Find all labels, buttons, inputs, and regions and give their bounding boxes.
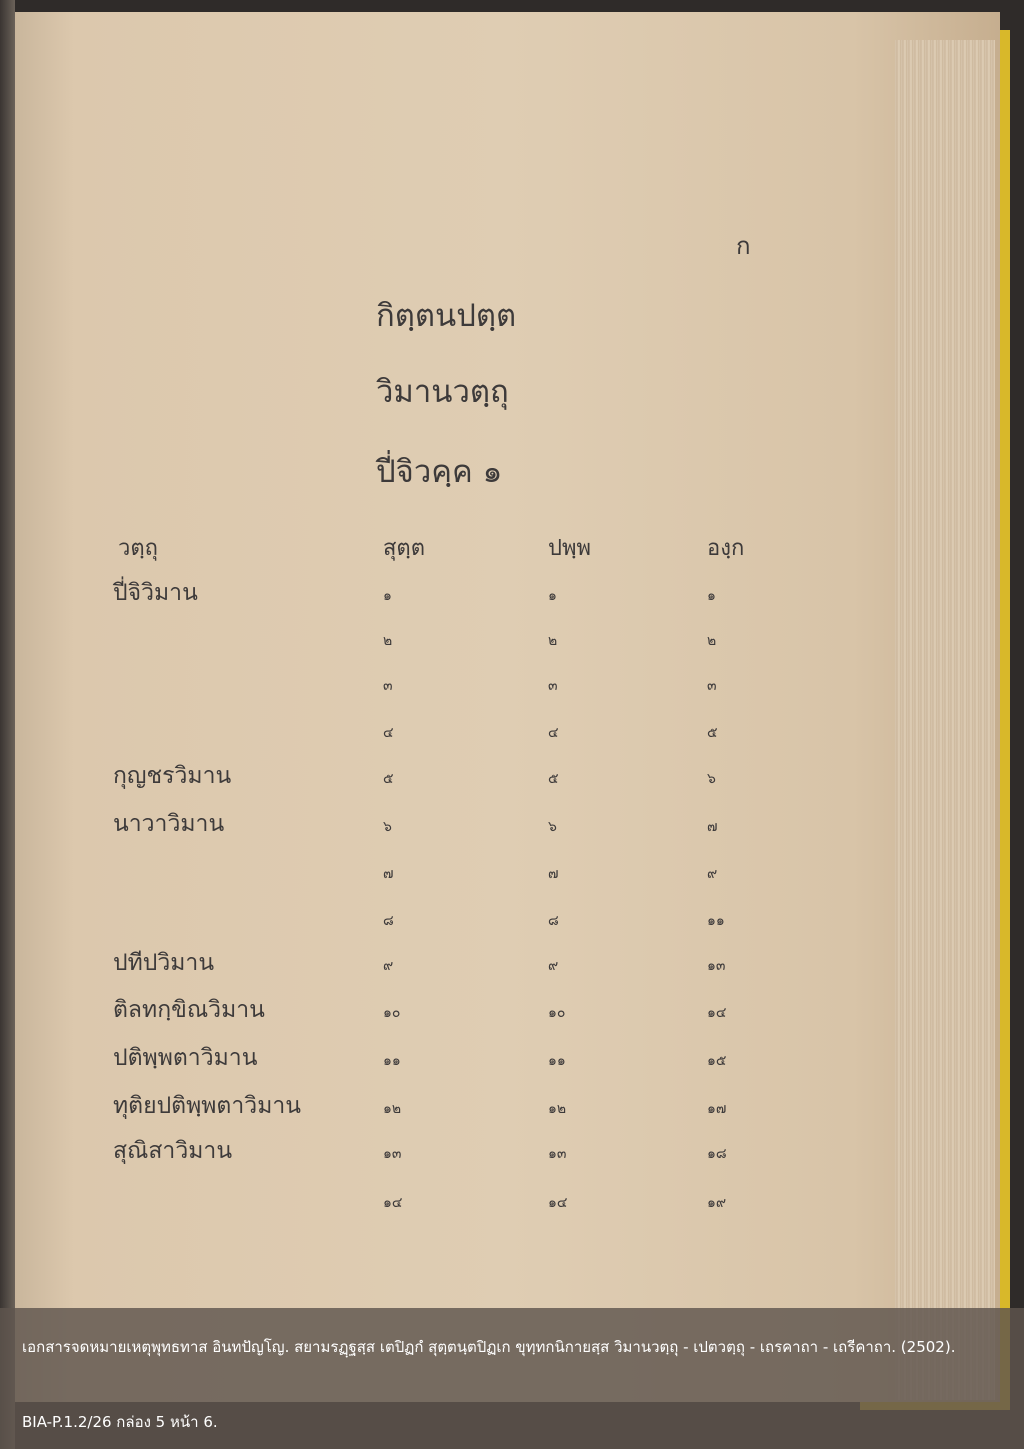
row-anga-number: ๑๔: [707, 1005, 727, 1021]
row-anga-number: ๑๓: [707, 958, 726, 974]
row-pabba-number: ๑๐: [548, 1005, 566, 1021]
table-row: [0, 1040, 1024, 1080]
caption-archive-id: BIA-P.1.2/26 กล่อง 5 หน้า 6.: [22, 1413, 218, 1431]
row-sutta-number: ๑: [383, 588, 392, 604]
row-sutta-number: ๙: [383, 958, 394, 974]
row-sutta-number: ๔: [383, 725, 394, 741]
column-header-story: วตฺถุ: [118, 536, 158, 561]
row-story-name: ปทีปวิมาน: [113, 950, 215, 976]
row-pabba-number: ๑๑: [548, 1053, 566, 1069]
row-anga-number: ๑๗: [707, 1101, 727, 1117]
table-row: [0, 1133, 1024, 1173]
row-anga-number: ๑๘: [707, 1146, 727, 1162]
row-pabba-number: ๖: [548, 819, 557, 835]
row-pabba-number: ๕: [548, 771, 559, 787]
row-pabba-number: ๑๓: [548, 1146, 567, 1162]
title-vimanavatthu: วิมานวตฺถุ: [376, 374, 509, 410]
row-anga-number: ๙: [707, 866, 718, 882]
table-row: [0, 853, 1024, 893]
row-sutta-number: ๑๒: [383, 1101, 402, 1117]
table-row: [0, 758, 1024, 798]
row-anga-number: ๕: [707, 725, 718, 741]
row-sutta-number: ๖: [383, 819, 392, 835]
row-story-name: กุญชรวิมาน: [113, 763, 232, 789]
row-anga-number: ๗: [707, 819, 718, 835]
row-sutta-number: ๑๑: [383, 1053, 401, 1069]
row-sutta-number: ๑๔: [383, 1195, 403, 1211]
page-number: ก: [736, 232, 751, 260]
row-sutta-number: ๗: [383, 866, 394, 882]
row-anga-number: ๑๑: [707, 913, 725, 929]
title-kittanapatta: กิตฺตนปตฺต: [376, 298, 517, 334]
table-row: [0, 575, 1024, 615]
table-row: [0, 945, 1024, 985]
table-row: [0, 1182, 1024, 1222]
row-sutta-number: ๒: [383, 633, 393, 649]
row-sutta-number: ๓: [383, 678, 393, 694]
row-pabba-number: ๒: [548, 633, 558, 649]
row-story-name: ปติพฺพตาวิมาน: [113, 1045, 258, 1071]
row-story-name: ทุติยปติพฺพตาวิมาน: [113, 1093, 301, 1119]
table-row: [0, 712, 1024, 752]
table-row: [0, 992, 1024, 1032]
row-sutta-number: ๘: [383, 913, 394, 929]
row-pabba-number: ๙: [548, 958, 559, 974]
table-row: [0, 806, 1024, 846]
row-pabba-number: ๑: [548, 588, 557, 604]
row-anga-number: ๑๕: [707, 1053, 727, 1069]
caption-citation: เอกสารจดหมายเหตุพุทธทาส อินทปัญโญ. สยามรฏฺฐสฺส เตปิฏกํ สุตฺตนฺตปิฏเก ขุทฺทกนิกายสฺส วิมานวตฺถุ - เปตวตฺถุ - เถรคาถา - เถรีคาถา. (2502).: [22, 1338, 956, 1356]
row-sutta-number: ๑๓: [383, 1146, 402, 1162]
row-story-name: ติลทกฺขิณวิมาน: [113, 997, 265, 1023]
column-header-pabba: ปพฺพ: [548, 536, 591, 561]
table-row: [0, 665, 1024, 705]
row-anga-number: ๖: [707, 771, 716, 787]
column-header-anga: องฺก: [707, 536, 745, 561]
column-header-sutta: สุตฺต: [383, 536, 426, 561]
row-pabba-number: ๓: [548, 678, 558, 694]
title-pijivagga: ปี่จิวคฺค ๑: [376, 454, 503, 490]
row-pabba-number: ๔: [548, 725, 559, 741]
row-pabba-number: ๑๒: [548, 1101, 567, 1117]
table-row: [0, 620, 1024, 660]
row-pabba-number: ๗: [548, 866, 559, 882]
row-anga-number: ๑: [707, 588, 716, 604]
row-pabba-number: ๑๔: [548, 1195, 568, 1211]
row-anga-number: ๒: [707, 633, 717, 649]
row-story-name: ปี่จิวิมาน: [113, 580, 198, 606]
row-story-name: นาวาวิมาน: [113, 811, 225, 837]
row-anga-number: ๓: [707, 678, 717, 694]
row-story-name: สุณิสาวิมาน: [113, 1138, 233, 1164]
row-pabba-number: ๘: [548, 913, 559, 929]
table-row: [0, 1088, 1024, 1128]
table-row: [0, 900, 1024, 940]
row-anga-number: ๑๙: [707, 1195, 727, 1211]
row-sutta-number: ๑๐: [383, 1005, 401, 1021]
row-sutta-number: ๕: [383, 771, 394, 787]
